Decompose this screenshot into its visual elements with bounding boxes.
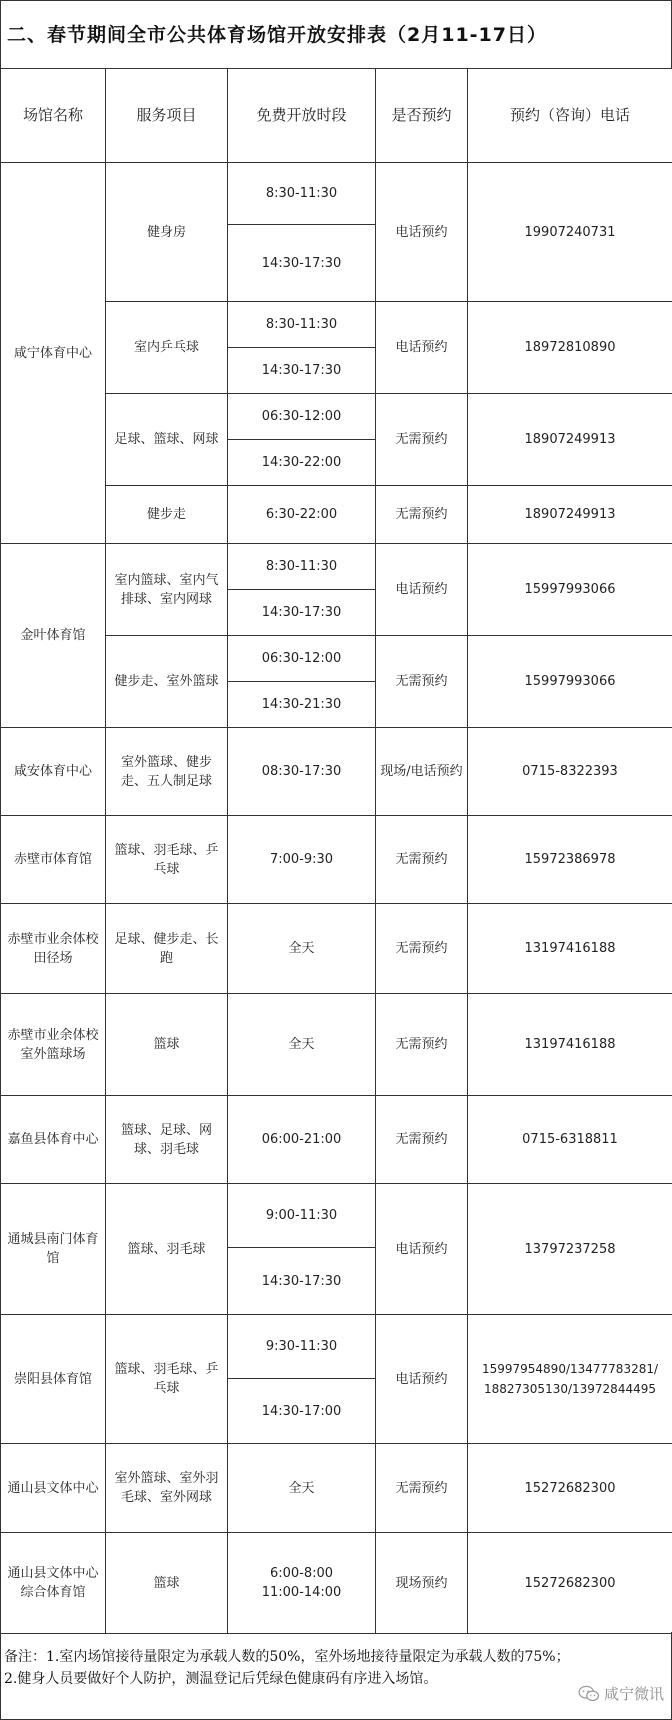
table-row — [1, 163, 672, 225]
time-cell: 14:30-17:30 — [228, 1248, 376, 1315]
phone-cell: 15997993066 — [468, 636, 672, 728]
table-row — [1, 1184, 672, 1248]
table-row — [1, 816, 672, 904]
reserve-cell: 无需预约 — [376, 816, 468, 904]
time-cell: 14:30-17:30 — [228, 225, 376, 302]
note-line: 备注：1.室内场馆接待量限定为承载人数的50%，室外场地接待量限定为承载人数的75%； — [4, 1649, 570, 1665]
header-service: 服务项目 — [106, 69, 228, 163]
phone-cell: 18907249913 — [468, 394, 672, 486]
phone-cell: 0715-6318811 — [468, 1096, 672, 1184]
time-cell: 06:30-12:00 — [228, 636, 376, 682]
phone-cell: 15272682300 — [468, 1444, 672, 1533]
header-row — [1, 69, 672, 163]
time-cell: 7:00-9:30 — [228, 816, 376, 904]
service-cell: 健步走、室外篮球 — [106, 636, 228, 728]
reserve-cell: 电话预约 — [376, 1184, 468, 1315]
phone-cell: 13197416188 — [468, 904, 672, 994]
venue-cell: 嘉鱼县体育中心 — [1, 1096, 106, 1184]
time-cell: 8:30-11:30 — [228, 302, 376, 348]
venue-cell: 赤壁市业余体校田径场 — [1, 904, 106, 994]
service-cell: 足球、健步走、长跑 — [106, 904, 228, 994]
service-cell: 篮球 — [106, 1533, 228, 1634]
schedule-table — [0, 68, 672, 1634]
time-cell: 全天 — [228, 994, 376, 1096]
time-cell: 14:30-17:30 — [228, 590, 376, 636]
header-phone: 预约（咨询）电话 — [468, 69, 672, 163]
service-cell: 室内篮球、室内气排球、室内网球 — [106, 544, 228, 636]
venue-cell: 赤壁市业余体校室外篮球场 — [1, 994, 106, 1096]
phone-cell: 18972810890 — [468, 302, 672, 394]
time-cell: 06:30-12:00 — [228, 394, 376, 440]
reserve-cell: 电话预约 — [376, 302, 468, 394]
notes-section — [0, 1632, 672, 1720]
venue-cell: 咸宁体育中心 — [1, 163, 106, 544]
reserve-cell: 现场预约 — [376, 1533, 468, 1634]
venue-cell: 通山县文体中心 — [1, 1444, 106, 1533]
venue-cell: 赤壁市体育馆 — [1, 816, 106, 904]
service-cell: 室外篮球、室外羽毛球、室外网球 — [106, 1444, 228, 1533]
reserve-cell: 无需预约 — [376, 1444, 468, 1533]
header-time: 免费开放时段 — [228, 69, 376, 163]
time-cell: 9:00-11:30 — [228, 1184, 376, 1248]
service-cell: 篮球、足球、网球、羽毛球 — [106, 1096, 228, 1184]
phone-cell — [468, 1315, 672, 1444]
time-cell: 14:30-17:30 — [228, 348, 376, 394]
table-row — [1, 1315, 672, 1379]
reserve-cell: 无需预约 — [376, 486, 468, 544]
time-cell: 全天 — [228, 1444, 376, 1533]
reserve-cell: 现场/电话预约 — [376, 728, 468, 816]
time-cell: 14:30-17:00 — [228, 1379, 376, 1444]
venue-cell: 通城县南门体育馆 — [1, 1184, 106, 1315]
time-line: 11:00-14:00 — [261, 1585, 342, 1600]
reserve-cell: 无需预约 — [376, 994, 468, 1096]
time-cell: 6:30-22:00 — [228, 486, 376, 544]
venue-cell: 通山县文体中心综合体育馆 — [1, 1533, 106, 1634]
service-cell: 健步走 — [106, 486, 228, 544]
time-cell: 14:30-21:30 — [228, 682, 376, 728]
header-reserve: 是否预约 — [376, 69, 468, 163]
table-row — [1, 1096, 672, 1184]
watermark-text: 咸宁微讯 — [603, 1685, 664, 1703]
phone-cell: 15972386978 — [468, 816, 672, 904]
reserve-cell: 电话预约 — [376, 1315, 468, 1444]
time-cell — [228, 1533, 376, 1634]
phone-cell: 13197416188 — [468, 994, 672, 1096]
header-venue: 场馆名称 — [1, 69, 106, 163]
phone-line: 18827305130/13972844495 — [483, 1382, 656, 1396]
venue-cell: 咸安体育中心 — [1, 728, 106, 816]
reserve-cell: 电话预约 — [376, 163, 468, 302]
time-cell: 9:30-11:30 — [228, 1315, 376, 1379]
time-line: 6:00-8:00 — [269, 1566, 334, 1581]
reserve-cell: 无需预约 — [376, 1096, 468, 1184]
service-cell: 室内乒乓球 — [106, 302, 228, 394]
phone-cell: 18907249913 — [468, 486, 672, 544]
venue-cell: 崇阳县体育馆 — [1, 1315, 106, 1444]
service-cell: 篮球、羽毛球、乒乓球 — [106, 816, 228, 904]
service-cell: 篮球、羽毛球、乒乓球 — [106, 1315, 228, 1444]
note-line: 2.健身人员要做好个人防护，测温登记后凭绿色健康码有序进入场馆。 — [4, 1671, 438, 1687]
table-title: 二、春节期间全市公共体育场馆开放安排表（2月11-17日） — [0, 0, 672, 68]
table-row — [1, 1533, 672, 1634]
wechat-icon — [578, 1685, 600, 1703]
phone-cell: 0715-8322393 — [468, 728, 672, 816]
reserve-cell: 电话预约 — [376, 544, 468, 636]
watermark — [578, 1683, 664, 1704]
phone-cell: 19907240731 — [468, 163, 672, 302]
time-cell: 08:30-17:30 — [228, 728, 376, 816]
time-cell: 14:30-22:00 — [228, 440, 376, 486]
service-cell: 篮球、羽毛球 — [106, 1184, 228, 1315]
reserve-cell: 无需预约 — [376, 394, 468, 486]
phone-cell: 15997993066 — [468, 544, 672, 636]
table-row — [1, 1444, 672, 1533]
service-cell: 篮球 — [106, 994, 228, 1096]
time-cell: 8:30-11:30 — [228, 544, 376, 590]
table-row — [1, 904, 672, 994]
table-row — [1, 728, 672, 816]
table-row — [1, 544, 672, 590]
table-row — [1, 994, 672, 1096]
phone-cell: 13797237258 — [468, 1184, 672, 1315]
time-cell: 06:00-21:00 — [228, 1096, 376, 1184]
service-cell: 健身房 — [106, 163, 228, 302]
service-cell: 室外篮球、健步走、五人制足球 — [106, 728, 228, 816]
phone-line: 15997954890/13477783281/ — [481, 1362, 659, 1376]
service-cell: 足球、篮球、网球 — [106, 394, 228, 486]
reserve-cell: 无需预约 — [376, 636, 468, 728]
time-cell: 全天 — [228, 904, 376, 994]
phone-cell: 15272682300 — [468, 1533, 672, 1634]
reserve-cell: 无需预约 — [376, 904, 468, 994]
time-cell: 8:30-11:30 — [228, 163, 376, 225]
venue-cell: 金叶体育馆 — [1, 544, 106, 728]
